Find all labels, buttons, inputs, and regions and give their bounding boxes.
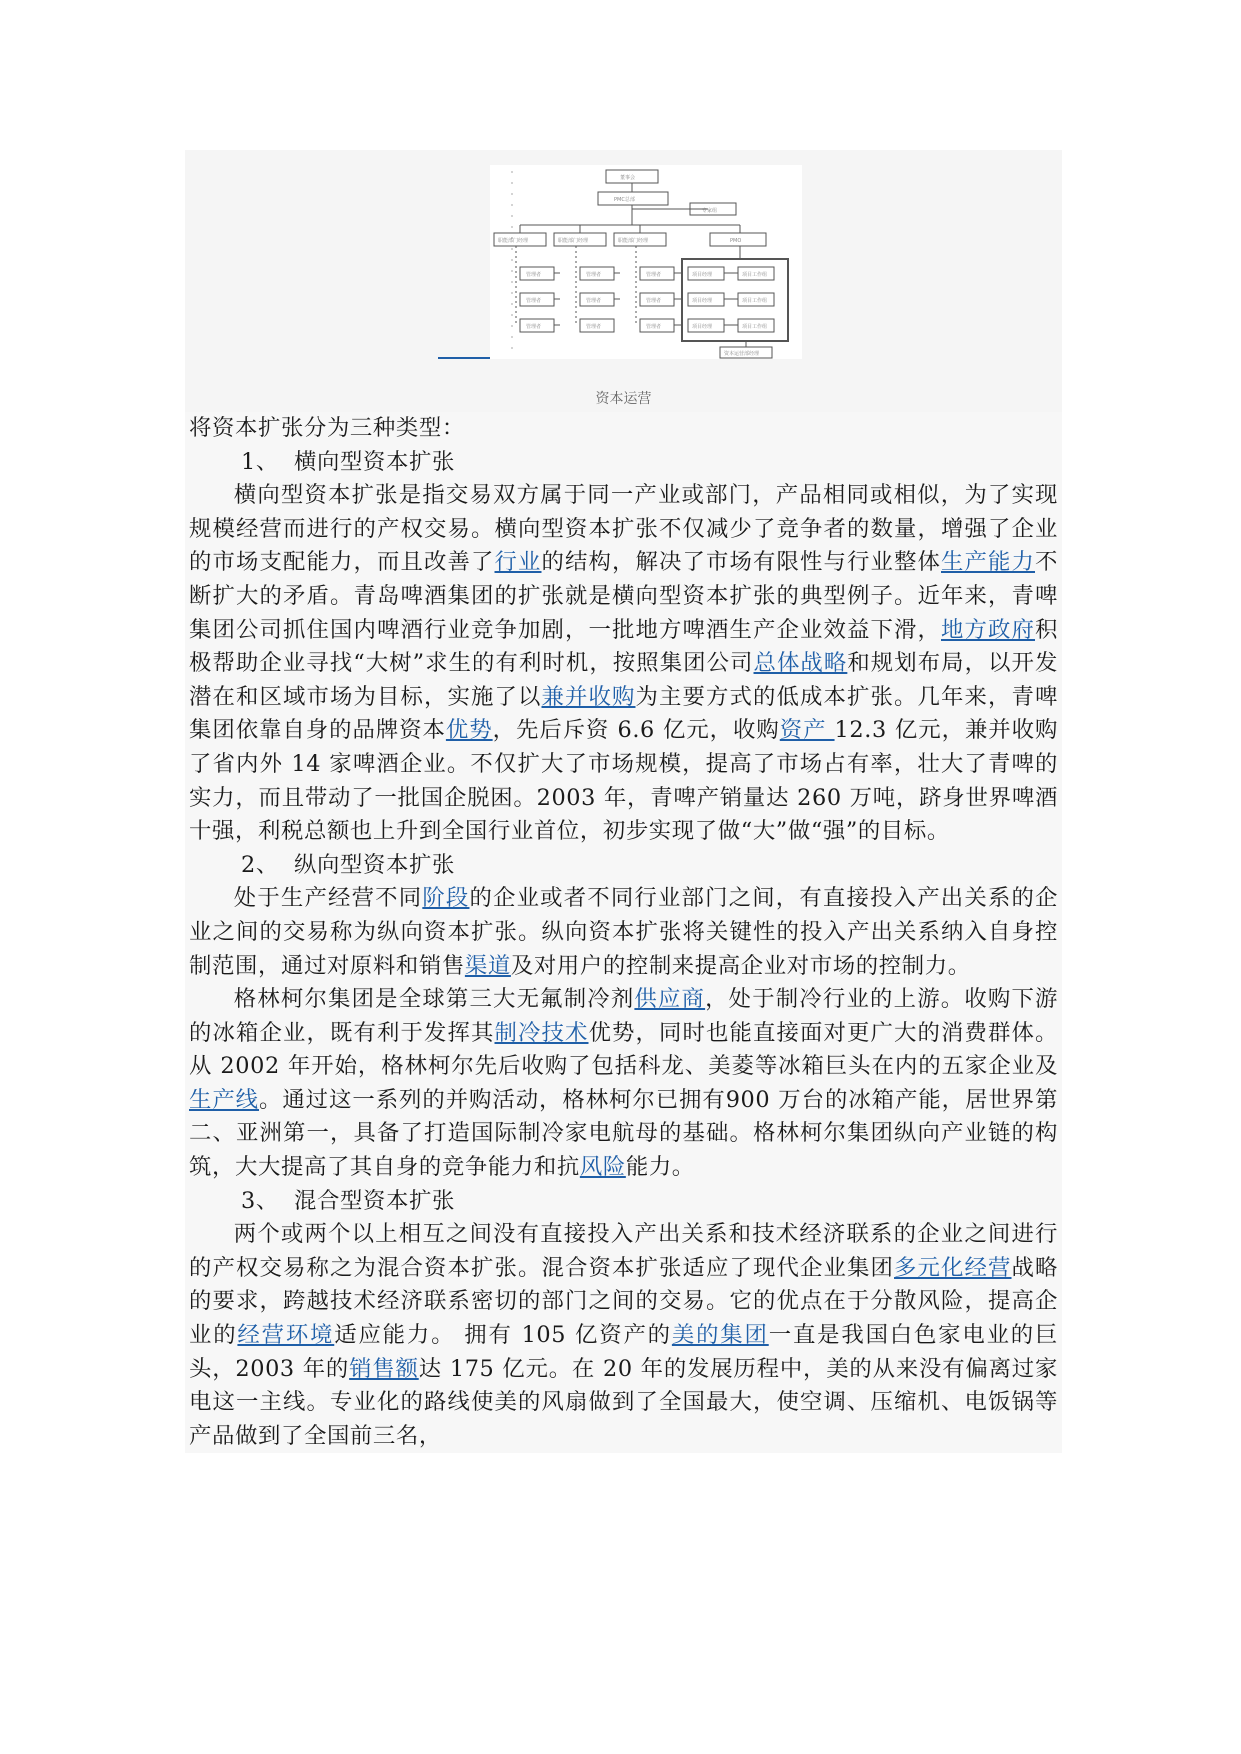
paragraph-text: 战略的要求，跨越技术经济联系密切的部门之间的交易。它的优点在于分散风险，提高企业的 bbox=[189, 1254, 1059, 1349]
inline-link[interactable]: 资产 bbox=[779, 717, 835, 744]
paragraph-text: 不断扩大的矛盾。青岛啤酒集团的扩张就是横向型资本扩张的典型例子。近年来，青啤集团公司抓住国内啤酒行业竞争加剧，一批地方啤酒生产企业效益下滑， bbox=[189, 549, 1058, 643]
inline-link[interactable]: 阶段 bbox=[422, 885, 470, 912]
paragraph bbox=[189, 1218, 1058, 1453]
paragraph-text: 达 175 亿元。在 20 年的发展历程中，美的从来没有偏离过家电这一主线。专业化的路线使美的风扇做到了全国最大，使空调、压缩机、电饭锅等产品做到了全国前三名， bbox=[189, 1355, 1059, 1449]
svg-text:董事会: 董事会 bbox=[620, 175, 636, 181]
svg-text:专家组: 专家组 bbox=[702, 208, 718, 214]
svg-text:资本运营部经理: 资本运营部经理 bbox=[724, 351, 760, 357]
paragraph-text: 。通过这一系列的并购活动，格林柯尔已拥有900 万台的冰箱产能，居世界第二、亚洲第一，具备了打造国际制冷家电航母的基础。格林柯尔集团纵向产业链的构筑，大大提高了其自身的竞争能力和抗 bbox=[189, 1086, 1058, 1181]
svg-text:项目经理: 项目经理 bbox=[692, 272, 713, 278]
section-title: 纵向型资本扩张 bbox=[294, 851, 455, 878]
inline-link[interactable]: 风险 bbox=[579, 1154, 626, 1181]
svg-text:管理者: 管理者 bbox=[586, 272, 602, 278]
inline-link[interactable]: 销售额 bbox=[349, 1355, 419, 1382]
inline-link[interactable]: 制冷技术 bbox=[494, 1019, 589, 1046]
svg-text:PMC总部: PMC总部 bbox=[614, 197, 635, 203]
inline-link[interactable]: 美的集团 bbox=[671, 1322, 769, 1349]
paragraph-text: 为主要方式的低成本扩张。几年来，青啤集团依靠自身的品牌资本 bbox=[189, 683, 1058, 744]
paragraph-text: 12.3 亿元，兼并收购了省内外 14 家啤酒企业。不仅扩大了市场规模，提高了市场占有率，壮大了青啤的实力，而且带动了一批国企脱困。2003 年，青啤产销量达 260 万吨，跻身世界啤酒十强，利税总额也上升到全国行业首位，初步实现了做“大”做“强”的目标。 bbox=[189, 717, 1059, 845]
paragraph-text: 积极帮助企业寻找“大树”求生的有利时机，按照集团公司 bbox=[189, 616, 1058, 677]
paragraph-text: 的企业或者不同行业部门之间，有直接投入产出关系的企业之间的交易称为纵向资本扩张。纵向资本扩张将关键性的投入产出关系纳入自身控制范围，通过对原料和销售 bbox=[189, 885, 1059, 979]
image-link-underline[interactable] bbox=[438, 357, 490, 359]
section-number: 3、 bbox=[241, 1187, 279, 1214]
section-heading bbox=[189, 1185, 1058, 1219]
paragraph-text: 一直是我国白色家电业的巨头，2003 年的 bbox=[189, 1322, 1059, 1382]
section-title: 混合型资本扩张 bbox=[294, 1187, 455, 1214]
svg-text:管理者: 管理者 bbox=[646, 272, 662, 278]
svg-text:职能部门经理: 职能部门经理 bbox=[618, 238, 649, 244]
article-text bbox=[185, 412, 1062, 1453]
svg-text:项目工作组: 项目工作组 bbox=[742, 324, 768, 330]
intro-line: 将资本扩张分为三种类型： bbox=[189, 415, 465, 441]
section-heading bbox=[189, 849, 1058, 883]
section-number: 1、 bbox=[241, 448, 279, 475]
svg-text:管理者: 管理者 bbox=[586, 298, 602, 304]
svg-text:管理者: 管理者 bbox=[526, 324, 542, 330]
inline-link[interactable]: 生产能力 bbox=[941, 549, 1035, 576]
paragraph-text: ，先后斥资 6.6 亿元，收购 bbox=[492, 717, 780, 744]
inline-link[interactable]: 供应商 bbox=[634, 986, 706, 1013]
figure bbox=[185, 150, 1062, 412]
paragraph-text: 适应能力。 拥有 105 亿资产的 bbox=[334, 1322, 672, 1349]
svg-text:项目经理: 项目经理 bbox=[692, 298, 713, 304]
svg-text:管理者: 管理者 bbox=[646, 324, 662, 330]
section-title: 横向型资本扩张 bbox=[294, 448, 455, 475]
paragraph-text: 格林柯尔集团是全球第三大无氟制冷剂 bbox=[233, 986, 635, 1013]
inline-link[interactable]: 经营环境 bbox=[237, 1322, 335, 1349]
svg-text:PMO: PMO bbox=[730, 238, 742, 244]
paragraph-text: 优势，同时也能直接面对更广大的消费群体。从 2002 年开始，格林柯尔先后收购了包括科龙、美菱等冰箱巨头在内的五家企业及 bbox=[189, 1019, 1058, 1080]
paragraph-text: ，处于制冷行业的上游。收购下游的冰箱企业，既有利于发挥其 bbox=[189, 986, 1059, 1046]
paragraph-text: 处于生产经营不同 bbox=[233, 885, 423, 912]
svg-text:职能部门经理: 职能部门经理 bbox=[498, 238, 529, 244]
svg-text:管理者: 管理者 bbox=[526, 272, 542, 278]
svg-text:管理者: 管理者 bbox=[526, 298, 542, 304]
paragraph-text: 两个或两个以上相互之间没有直接投入产出关系和技术经济联系的企业之间进行的产权交易称之为混合资本扩张。混合资本扩张适应了现代企业集团 bbox=[189, 1221, 1058, 1281]
paragraph-text: 横向型资本扩张是指交易双方属于同一产业或部门，产品相同或相似，为了实现规模经营而进行的产权交易。横向型资本扩张不仅减少了竞争者的数量，增强了企业的市场支配能力，而且改善了 bbox=[189, 482, 1058, 576]
inline-link[interactable]: 行业 bbox=[494, 549, 542, 576]
inline-link[interactable]: 地方政府 bbox=[941, 616, 1035, 643]
svg-text:项目工作组: 项目工作组 bbox=[742, 298, 768, 304]
article-body bbox=[185, 150, 1062, 1453]
inline-link[interactable]: 兼并收购 bbox=[541, 683, 636, 710]
svg-text:项目工作组: 项目工作组 bbox=[742, 272, 768, 278]
inline-link[interactable]: 优势 bbox=[445, 717, 493, 744]
inline-link[interactable]: 总体战略 bbox=[753, 650, 848, 677]
svg-text:管理者: 管理者 bbox=[646, 298, 662, 304]
inline-link[interactable]: 渠道 bbox=[464, 952, 511, 979]
inline-link[interactable]: 多元化经营 bbox=[894, 1254, 1012, 1281]
paragraph-text: 能力。 bbox=[625, 1154, 695, 1181]
inline-link[interactable]: 生产线 bbox=[189, 1086, 260, 1113]
section-heading bbox=[189, 446, 1058, 480]
org-chart-image bbox=[490, 165, 802, 359]
svg-text:职能部门经理: 职能部门经理 bbox=[558, 238, 589, 244]
paragraph bbox=[189, 479, 1058, 849]
svg-text:管理者: 管理者 bbox=[586, 324, 602, 330]
paragraph bbox=[189, 882, 1058, 983]
figure-caption: 资本运营 bbox=[595, 391, 652, 407]
paragraph bbox=[189, 983, 1058, 1185]
paragraph-text: 的结构，解决了市场有限性与行业整体 bbox=[541, 549, 941, 576]
paragraph-text: 和规划布局，以开发潜在和区域市场为目标，实施了以 bbox=[189, 650, 1058, 710]
section-number: 2、 bbox=[241, 851, 279, 878]
svg-text:项目经理: 项目经理 bbox=[692, 324, 713, 330]
paragraph-text: 及对用户的控制来提高企业对市场的控制力。 bbox=[510, 952, 971, 979]
